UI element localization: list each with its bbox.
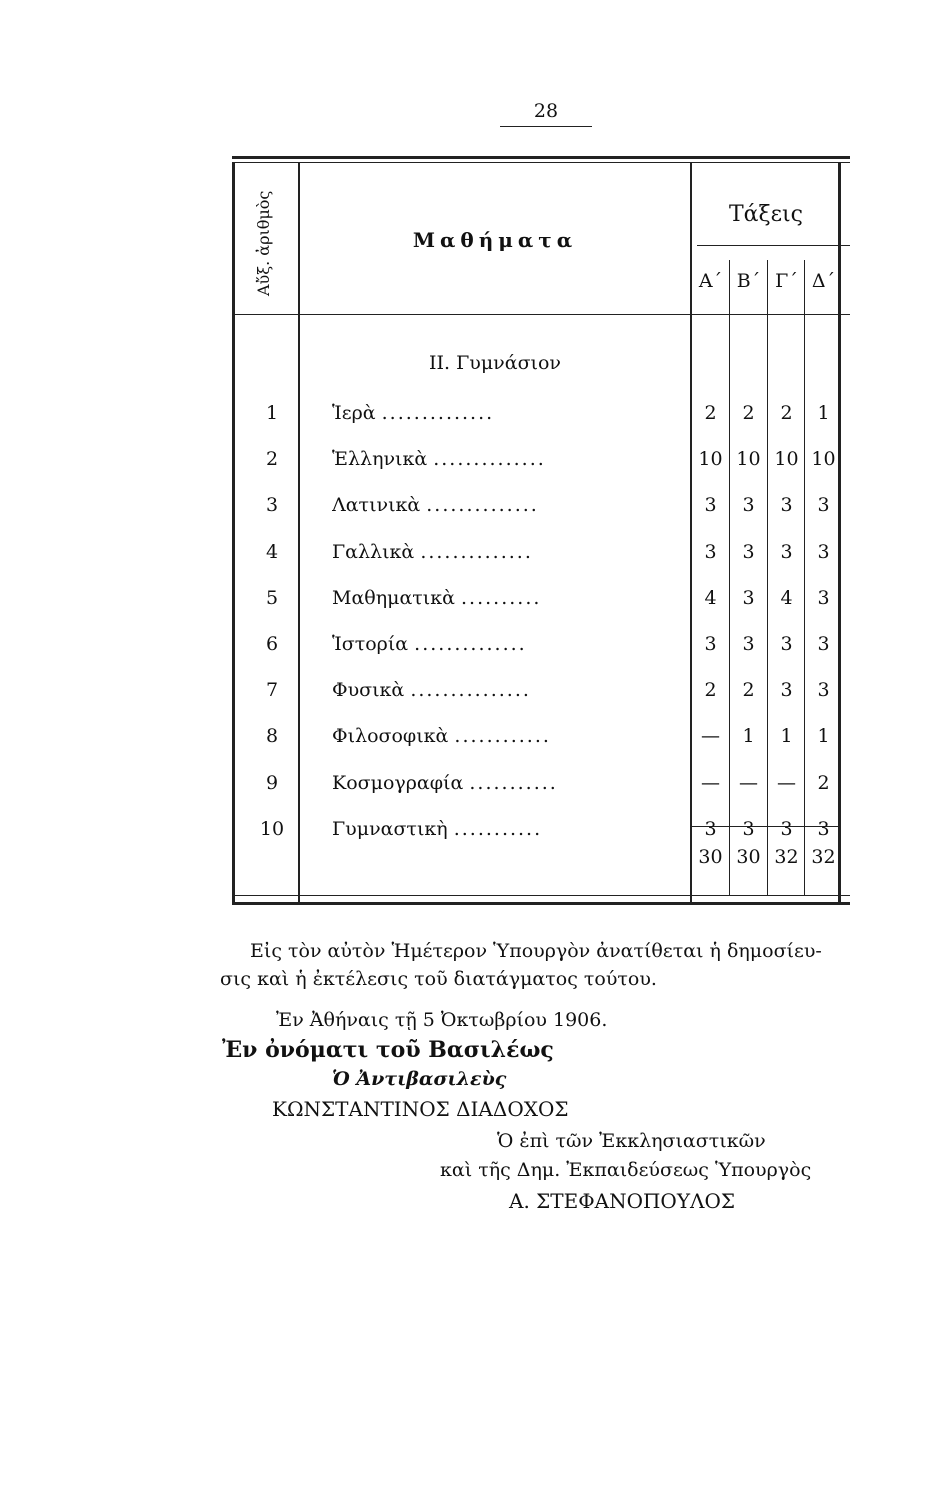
row-number: 2 [265,448,279,471]
subject-label: Φιλοσοφικὰ [332,725,449,748]
leader-dots: .............. [433,448,546,471]
subject-label: Γαλλικὰ [332,540,415,563]
hours-cell: 3 [817,540,830,563]
hours-cell: 3 [704,494,717,517]
hours-cell: 3 [780,494,793,517]
hours-cell: 3 [742,540,755,563]
classes-header-rule [697,245,850,246]
leader-dots: ............ [454,725,551,748]
hours-cell: 3 [742,633,755,655]
hours-cell: 1 [742,725,755,748]
leader-dots: ............... [410,679,531,702]
total-class-a: 30 [698,846,723,868]
hours-cell: 3 [817,633,830,655]
hours-cell: 3 [704,817,717,840]
leader-dots: .............. [426,494,539,517]
hours-cell: 10 [698,448,723,471]
table-row [232,587,850,625]
table-top-rule [232,156,850,159]
hours-cell: 3 [704,633,717,655]
hours-cell: 3 [704,540,717,563]
hours-cell: 2 [780,402,793,424]
regent-name: ΚΩΝΣΤΑΝΤΙΝΟΣ ΔΙΑΔΟΧΟΣ [272,1097,569,1121]
table-row [232,725,850,763]
row-number: 1 [265,402,279,424]
row-number: 4 [265,540,279,563]
hours-cell: 1 [817,725,830,748]
subject-name [332,494,687,516]
page-number-rule [500,126,592,127]
hours-cell: 3 [780,540,793,563]
hours-cell: 3 [780,633,793,655]
table-top-rule-thin [232,162,850,163]
table-row [232,633,850,671]
hours-cell: 3 [817,679,830,702]
table-row [232,772,850,810]
table-row [232,541,850,579]
regent-title: Ὁ Ἀντιβασιλεὺς [332,1068,507,1090]
hours-cell: 4 [704,586,717,609]
subject-name [332,587,687,609]
leader-dots: .............. [414,633,527,655]
subject-label: Ἱερὰ [332,402,376,424]
hours-cell: — [701,725,720,748]
row-number: 8 [265,725,279,748]
minister-title-line1: Ὁ ἐπὶ τῶν Ἐκκλησιαστικῶν [497,1130,766,1152]
subject-label: Ἑλληνικὰ [332,448,428,471]
hours-cell: 10 [774,448,799,471]
subject-label: Μαθηματικὰ [332,586,455,609]
hours-cell: 10 [811,448,836,471]
number-column-header: Αὔξ. ἀριθμὸς [254,190,273,296]
date-line: Ἐν Ἀθήναις τῇ 5 Ὀκτωβρίου 1906. [276,1009,608,1031]
minister-title-line2: καὶ τῆς Δημ. Ἐκπαιδεύσεως Ὑπουργὸς [440,1159,812,1181]
hours-cell: 1 [817,402,830,424]
decree-paragraph-line1: Εἰς τὸν αὐτὸν Ἡμέτερον Ὑπουργὸν ἀνατίθεται ἡ δημοσίευ- [250,940,822,962]
subject-label: Κοσμογραφία [332,771,464,794]
row-number: 9 [265,771,279,794]
hours-cell: 2 [704,679,717,702]
hours-cell: — [701,771,720,794]
classes-column-header: Τάξεις [729,202,803,227]
row-number: 3 [265,494,279,517]
leader-dots: .......... [461,586,542,609]
totals-row [232,846,850,876]
table-row [232,679,850,717]
row-number: 10 [259,817,285,840]
class-c-header: Γ΄ [775,270,798,292]
class-b-header: Β΄ [736,270,761,292]
hours-cell: — [739,771,758,794]
hours-cell: 3 [817,817,830,840]
hours-cell: 3 [742,494,755,517]
hours-cell: 3 [780,817,793,840]
hours-cell: 1 [780,725,793,748]
hours-cell: — [777,771,796,794]
hours-cell: 3 [817,494,830,517]
timetable [232,150,850,912]
section-title: ΙΙ. Γυμνάσιον [429,352,561,374]
leader-dots: .............. [420,540,533,563]
hours-cell: 2 [704,402,717,424]
row-number: 5 [265,586,279,609]
subject-label: Ἱστορία [332,633,409,655]
table-row [232,402,850,440]
subject-name [332,402,687,424]
table-header-rule [232,314,850,315]
total-class-c: 32 [774,846,799,868]
class-a-header: Α΄ [698,270,723,292]
hours-cell: 4 [780,586,793,609]
total-class-b: 30 [736,846,761,868]
hours-cell: 3 [817,586,830,609]
subject-name [332,725,687,747]
decree-paragraph-line2: σις καὶ ἡ ἐκτέλεσις τοῦ διατάγματος τούτου. [220,968,657,990]
subject-name [332,448,687,470]
row-number: 7 [265,679,279,702]
total-class-d: 32 [811,846,836,868]
table-row [232,494,850,532]
subject-name [332,772,687,794]
hours-cell: 2 [742,402,755,424]
subject-name [332,541,687,563]
hours-cell: 3 [780,679,793,702]
minister-name: Α. ΣΤΕΦΑΝΟΠΟΥΛΟΣ [509,1189,735,1213]
subject-name [332,633,687,655]
table-row [232,448,850,486]
leader-dots: ........... [453,817,543,840]
table-bottom-rule-thin [232,895,850,896]
subject-name [332,818,687,840]
subject-label: Λατινικὰ [332,494,421,517]
subjects-column-header: Μαθήματα [412,228,578,252]
hours-cell: 2 [742,679,755,702]
hours-cell: 10 [736,448,761,471]
class-d-header: Δ΄ [811,270,836,292]
row-number: 6 [265,633,279,655]
leader-dots: .............. [381,402,495,424]
subject-label: Φυσικὰ [332,679,405,702]
royal-invocation: Ἐν ὀνόματι τοῦ Βασιλέως [222,1037,554,1063]
subject-label: Γυμναστικὴ [332,817,448,840]
hours-cell: 2 [817,771,830,794]
table-bottom-rule [232,902,850,905]
leader-dots: ........... [469,771,558,794]
hours-cell: 3 [742,817,755,840]
hours-cell: 3 [742,586,755,609]
page-number: 28 [533,100,559,122]
subject-name [332,679,687,701]
